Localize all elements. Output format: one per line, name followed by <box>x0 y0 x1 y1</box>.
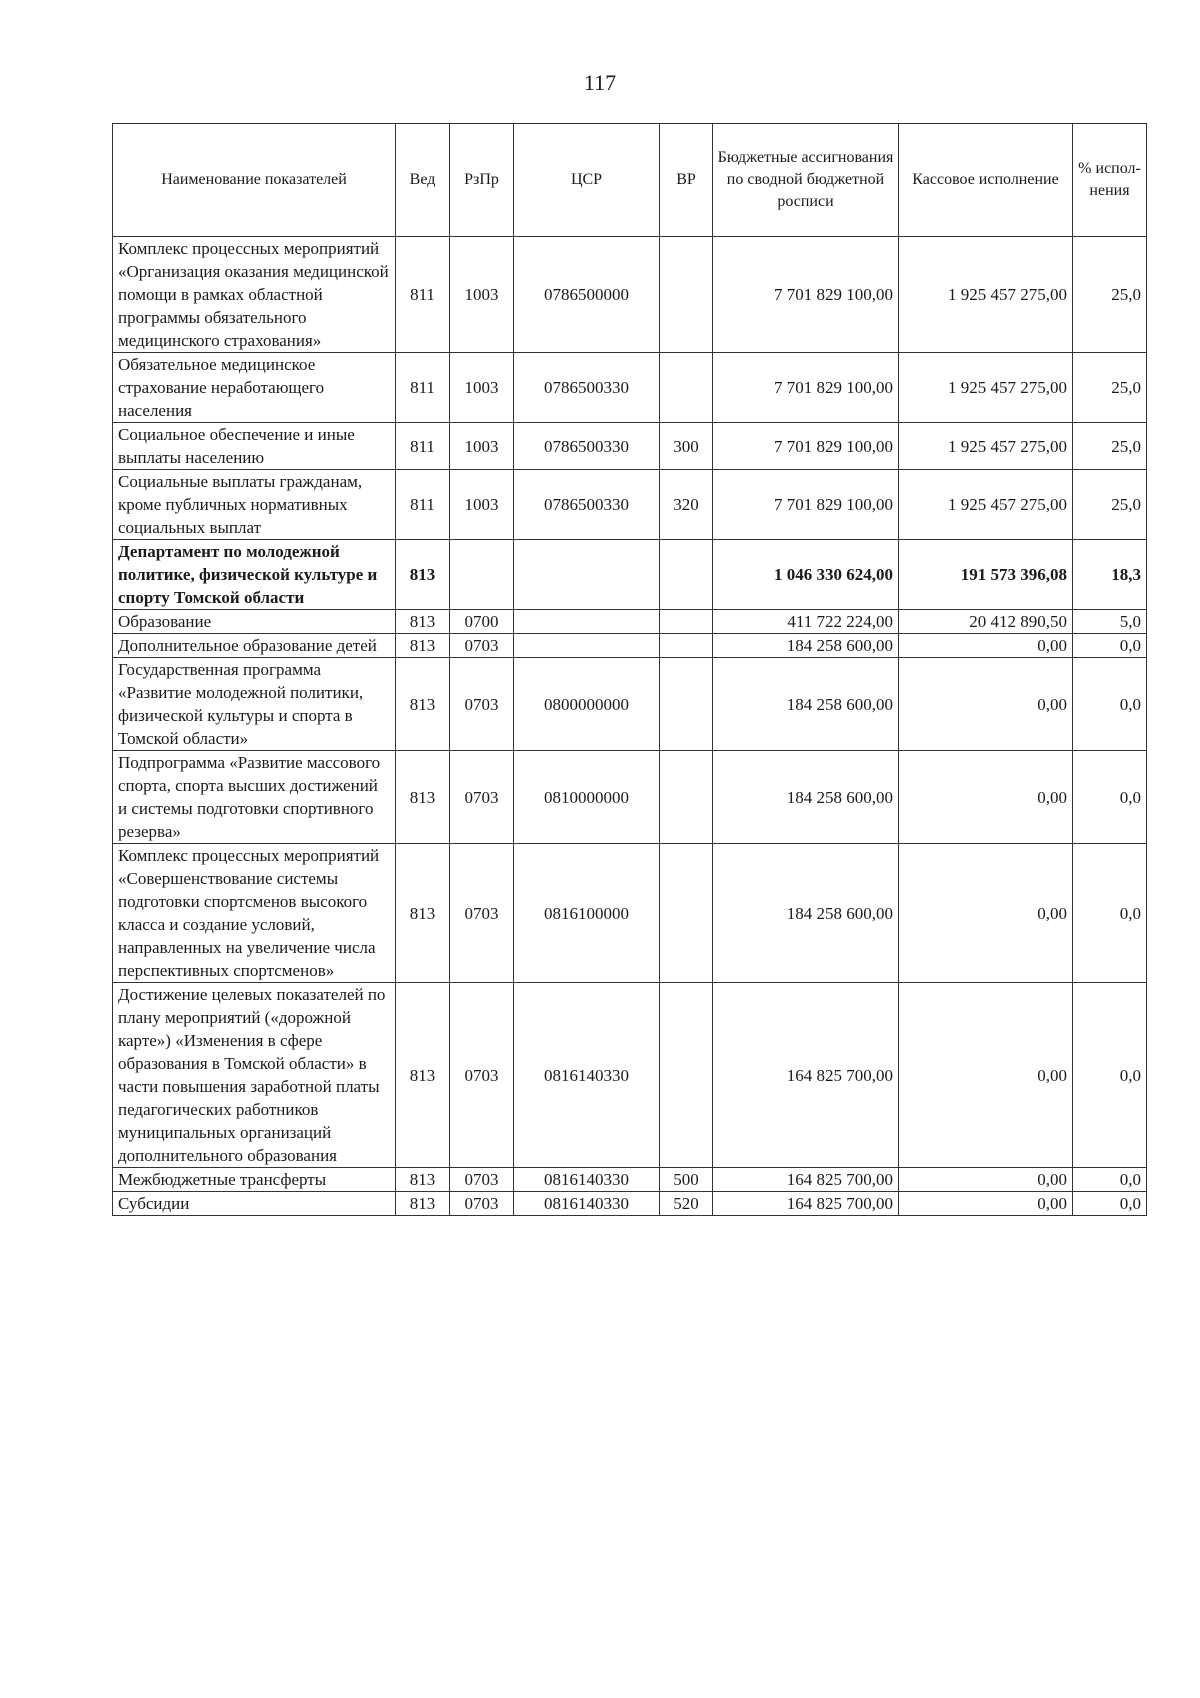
cell-ved: 813 <box>396 1192 450 1216</box>
cell-cash: 1 925 457 275,00 <box>899 470 1073 540</box>
cell-rzpr: 1003 <box>450 423 514 470</box>
cell-percent: 5,0 <box>1073 610 1147 634</box>
cell-name: Межбюджетные трансферты <box>113 1168 396 1192</box>
cell-ved: 811 <box>396 237 450 353</box>
table-row <box>113 610 1147 634</box>
cell-vr <box>660 610 713 634</box>
cell-cash: 0,00 <box>899 1192 1073 1216</box>
cell-csr: 0800000000 <box>514 658 660 751</box>
cell-rzpr: 0703 <box>450 658 514 751</box>
cell-budget: 7 701 829 100,00 <box>713 353 899 423</box>
table-row <box>113 540 1147 610</box>
table-row <box>113 983 1147 1168</box>
column-header-rzpr: РзПр <box>450 124 514 237</box>
cell-name: Дополнительное образование детей <box>113 634 396 658</box>
cell-ved: 813 <box>396 751 450 844</box>
column-header-percent: % испол-нения <box>1073 124 1147 237</box>
cell-vr: 500 <box>660 1168 713 1192</box>
table-row <box>113 423 1147 470</box>
cell-vr <box>660 540 713 610</box>
cell-rzpr: 0703 <box>450 983 514 1168</box>
cell-percent: 0,0 <box>1073 751 1147 844</box>
cell-name: Образование <box>113 610 396 634</box>
cell-csr: 0816140330 <box>514 1168 660 1192</box>
table-header-row <box>113 124 1147 237</box>
cell-cash: 1 925 457 275,00 <box>899 237 1073 353</box>
cell-rzpr <box>450 540 514 610</box>
cell-budget: 1 046 330 624,00 <box>713 540 899 610</box>
table-row <box>113 658 1147 751</box>
cell-name: Социальные выплаты гражданам, кроме публичных нормативных социальных выплат <box>113 470 396 540</box>
cell-cash: 0,00 <box>899 983 1073 1168</box>
cell-rzpr: 1003 <box>450 237 514 353</box>
cell-percent: 0,0 <box>1073 658 1147 751</box>
table-row <box>113 1192 1147 1216</box>
cell-vr <box>660 237 713 353</box>
cell-csr: 0786500330 <box>514 353 660 423</box>
cell-rzpr: 0703 <box>450 1192 514 1216</box>
cell-budget: 184 258 600,00 <box>713 844 899 983</box>
cell-vr: 520 <box>660 1192 713 1216</box>
cell-csr <box>514 634 660 658</box>
cell-percent: 0,0 <box>1073 634 1147 658</box>
cell-csr: 0816140330 <box>514 983 660 1168</box>
cell-csr: 0786500000 <box>514 237 660 353</box>
cell-percent: 18,3 <box>1073 540 1147 610</box>
cell-budget: 184 258 600,00 <box>713 658 899 751</box>
cell-csr: 0786500330 <box>514 423 660 470</box>
cell-vr <box>660 751 713 844</box>
cell-csr <box>514 540 660 610</box>
cell-budget: 7 701 829 100,00 <box>713 423 899 470</box>
cell-csr: 0816140330 <box>514 1192 660 1216</box>
column-header-cash: Кассовое исполнение <box>899 124 1073 237</box>
cell-percent: 25,0 <box>1073 423 1147 470</box>
cell-cash: 0,00 <box>899 844 1073 983</box>
cell-ved: 813 <box>396 983 450 1168</box>
cell-budget: 164 825 700,00 <box>713 983 899 1168</box>
cell-cash: 0,00 <box>899 1168 1073 1192</box>
cell-name: Субсидии <box>113 1192 396 1216</box>
cell-percent: 25,0 <box>1073 353 1147 423</box>
cell-csr: 0810000000 <box>514 751 660 844</box>
cell-budget: 7 701 829 100,00 <box>713 470 899 540</box>
cell-percent: 0,0 <box>1073 1192 1147 1216</box>
page-number: 117 <box>583 70 617 95</box>
cell-name: Комплекс процессных мероприятий «Совершенствование системы подготовки спортсменов высокого класса и создание условий, направленных на увеличение числа перспективных спортсменов» <box>113 844 396 983</box>
cell-vr: 320 <box>660 470 713 540</box>
cell-vr <box>660 634 713 658</box>
cell-rzpr: 0703 <box>450 1168 514 1192</box>
cell-rzpr: 0700 <box>450 610 514 634</box>
cell-name: Достижение целевых показателей по плану мероприятий («дорожной карте») «Изменения в сфере образования в Томской области» в части повышения заработной платы педагогических работников муниципальных организаций дополнительного образования <box>113 983 396 1168</box>
cell-budget: 164 825 700,00 <box>713 1192 899 1216</box>
cell-csr: 0816100000 <box>514 844 660 983</box>
cell-percent: 25,0 <box>1073 237 1147 353</box>
cell-name: Государственная программа «Развитие молодежной политики, физической культуры и спорта в Томской области» <box>113 658 396 751</box>
cell-cash: 1 925 457 275,00 <box>899 353 1073 423</box>
cell-name: Подпрограмма «Развитие массового спорта, спорта высших достижений и системы подготовки спортивного резерва» <box>113 751 396 844</box>
cell-vr: 300 <box>660 423 713 470</box>
cell-percent: 0,0 <box>1073 1168 1147 1192</box>
cell-ved: 813 <box>396 1168 450 1192</box>
cell-vr <box>660 983 713 1168</box>
cell-ved: 813 <box>396 540 450 610</box>
column-header-ved: Вед <box>396 124 450 237</box>
cell-cash: 1 925 457 275,00 <box>899 423 1073 470</box>
cell-vr <box>660 844 713 983</box>
table-row <box>113 237 1147 353</box>
cell-percent: 0,0 <box>1073 983 1147 1168</box>
cell-ved: 813 <box>396 658 450 751</box>
cell-percent: 25,0 <box>1073 470 1147 540</box>
cell-budget: 411 722 224,00 <box>713 610 899 634</box>
cell-cash: 0,00 <box>899 751 1073 844</box>
cell-name: Департамент по молодежной политике, физической культуре и спорту Томской области <box>113 540 396 610</box>
table-row <box>113 1168 1147 1192</box>
cell-cash: 191 573 396,08 <box>899 540 1073 610</box>
table-row <box>113 470 1147 540</box>
column-header-csr: ЦСР <box>514 124 660 237</box>
cell-name: Обязательное медицинское страхование неработающего населения <box>113 353 396 423</box>
cell-rzpr: 0703 <box>450 751 514 844</box>
cell-budget: 7 701 829 100,00 <box>713 237 899 353</box>
cell-rzpr: 1003 <box>450 353 514 423</box>
cell-budget: 164 825 700,00 <box>713 1168 899 1192</box>
cell-ved: 811 <box>396 423 450 470</box>
cell-ved: 813 <box>396 610 450 634</box>
cell-ved: 813 <box>396 634 450 658</box>
cell-name: Социальное обеспечение и иные выплаты населению <box>113 423 396 470</box>
cell-ved: 813 <box>396 844 450 983</box>
table-row <box>113 634 1147 658</box>
cell-budget: 184 258 600,00 <box>713 634 899 658</box>
cell-ved: 811 <box>396 470 450 540</box>
cell-cash: 20 412 890,50 <box>899 610 1073 634</box>
table-row <box>113 751 1147 844</box>
cell-percent: 0,0 <box>1073 844 1147 983</box>
cell-vr <box>660 658 713 751</box>
cell-cash: 0,00 <box>899 658 1073 751</box>
table-row <box>113 844 1147 983</box>
table-row <box>113 353 1147 423</box>
cell-csr <box>514 610 660 634</box>
column-header-vr: ВР <box>660 124 713 237</box>
column-header-budget: Бюджетные ассигнования по сводной бюджетной росписи <box>713 124 899 237</box>
cell-budget: 184 258 600,00 <box>713 751 899 844</box>
cell-rzpr: 0703 <box>450 634 514 658</box>
column-header-name: Наименование показателей <box>113 124 396 237</box>
cell-rzpr: 1003 <box>450 470 514 540</box>
cell-csr: 0786500330 <box>514 470 660 540</box>
cell-vr <box>660 353 713 423</box>
cell-ved: 811 <box>396 353 450 423</box>
table-body <box>113 237 1147 1216</box>
budget-execution-table <box>112 123 1147 1216</box>
cell-cash: 0,00 <box>899 634 1073 658</box>
cell-rzpr: 0703 <box>450 844 514 983</box>
cell-name: Комплекс процессных мероприятий «Организация оказания медицинской помощи в рамках областной программы обязательного медицинского страхования» <box>113 237 396 353</box>
